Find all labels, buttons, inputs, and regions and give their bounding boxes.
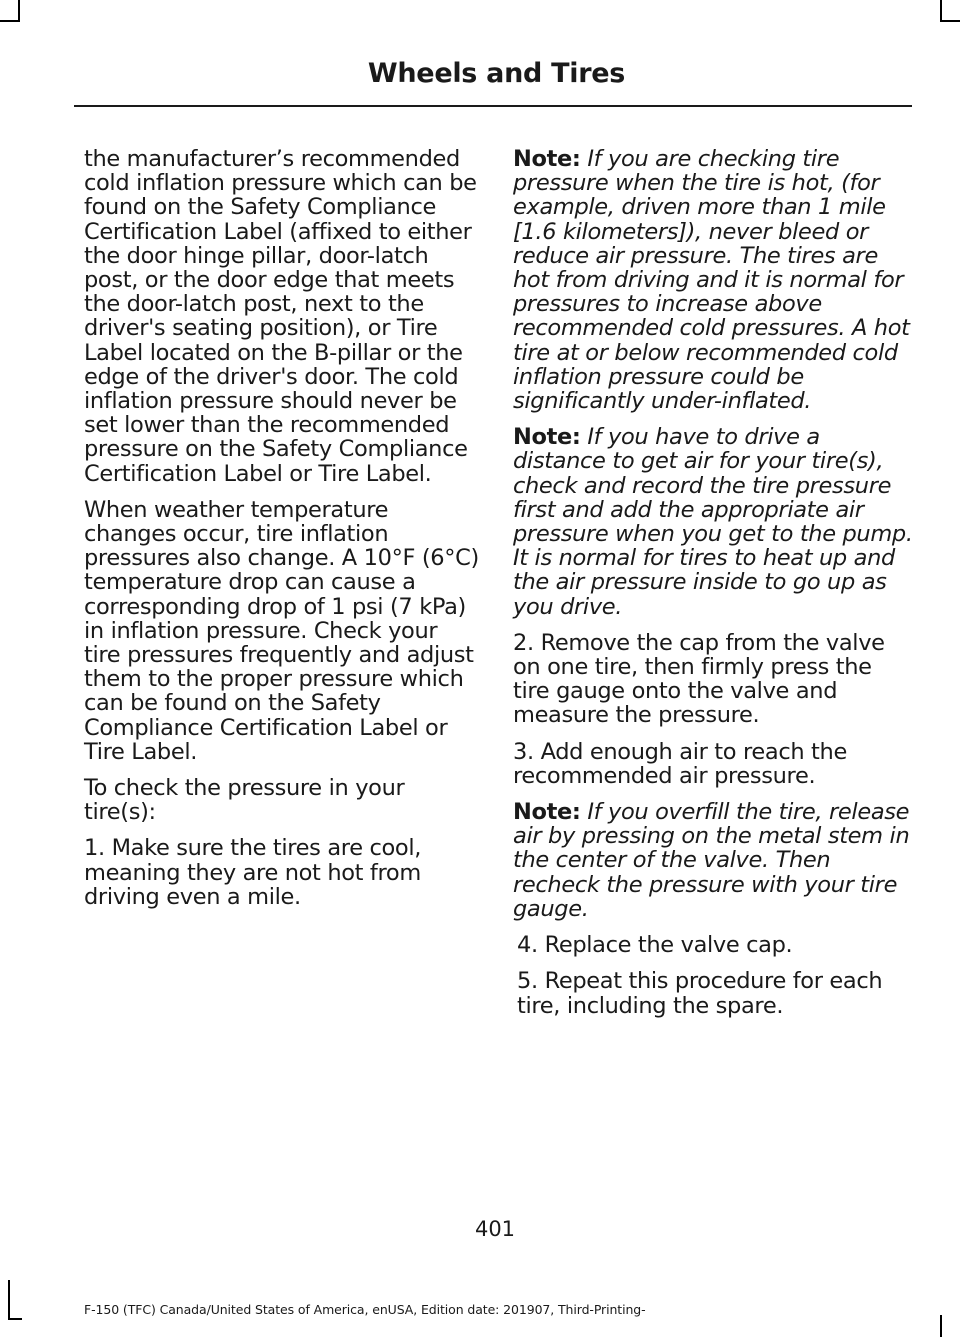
crop-mark <box>18 0 20 22</box>
step-5: 5. Repeat this procedure for each tire, including the spare. <box>517 968 883 1019</box>
paragraph-weather-temperature: When weather temperature changes occur, tire inflation pressures also change. A 10°F (6°C) temperature drop can cause a corresponding drop of 1 psi (7 kPa) in inflation pressure. Check your tire pressures frequently and adjust them to the proper pressure which can be found on the Safety Compliance Certification Label or Tire Label. <box>84 496 479 765</box>
page-title: Wheels and Tires <box>367 58 625 89</box>
paragraph-check-pressure-intro: To check the pressure in your tire(s): <box>84 775 405 826</box>
left-column <box>84 147 480 921</box>
note-overfill <box>513 800 913 921</box>
note-label: Note: <box>513 799 581 826</box>
note-text: If you are checking tire pressure when the tire is hot, (for example, driven more than 1 mile [1.6 kilometers]), never bleed or reduce air pressure. The tires are hot from driving and it is normal for pressures to increase above recommended cold pressures. A hot tire at or below recommended cold inflation pressure could be significantly under-inflated. <box>513 146 910 415</box>
step-1: 1. Make sure the tires are cool, meaning they are not hot from driving even a mile. <box>84 835 422 910</box>
crop-mark <box>8 1318 22 1320</box>
footer-edition-info: F-150 (TFC) Canada/United States of America, enUSA, Edition date: 201907, Third-Printing- <box>84 1302 646 1317</box>
note-text: If you overfill the tire, release air by pressing on the metal stem in the center of the valve. Then recheck the pressure with your tire gauge. <box>513 799 910 922</box>
step-4: 4. Replace the valve cap. <box>517 932 793 959</box>
note-drive-distance <box>513 425 913 619</box>
step-3: 3. Add enough air to reach the recommended air pressure. <box>513 738 847 789</box>
crop-mark <box>940 0 942 22</box>
crop-mark <box>0 20 20 22</box>
crop-mark <box>940 1315 942 1337</box>
note-hot-tire <box>513 147 913 413</box>
step-2: 2. Remove the cap from the valve on one tire, then firmly press the tire gauge onto the valve and measure the pressure. <box>513 629 885 729</box>
crop-mark <box>8 1280 10 1320</box>
note-label: Note: <box>513 424 581 451</box>
note-text: If you have to drive a distance to get air for your tire(s), check and record the tire pressure first and add the appropriate air pressure when you get to the pump. It is normal for tires to heat up and the air pressure inside to go up as you drive. <box>513 424 913 620</box>
header-divider <box>74 105 912 107</box>
right-column <box>513 147 913 1030</box>
note-label: Note: <box>513 146 581 172</box>
page-number: 401 <box>474 1217 516 1241</box>
paragraph-recommended-pressure: the manufacturer’s recommended cold inflation pressure which can be found on the Safety Compliance Certification Label (affixed to either the door hinge pillar, door-latch post, or the door edge that meets the door-latch post, next to the driver's seating position), or Tire Label located on the B-pillar or the edge of the driver's door. The cold inflation pressure should never be set lower than the recommended pressure on the Safety Compliance Certification Label or Tire Label. <box>84 146 477 487</box>
crop-mark <box>940 20 960 22</box>
